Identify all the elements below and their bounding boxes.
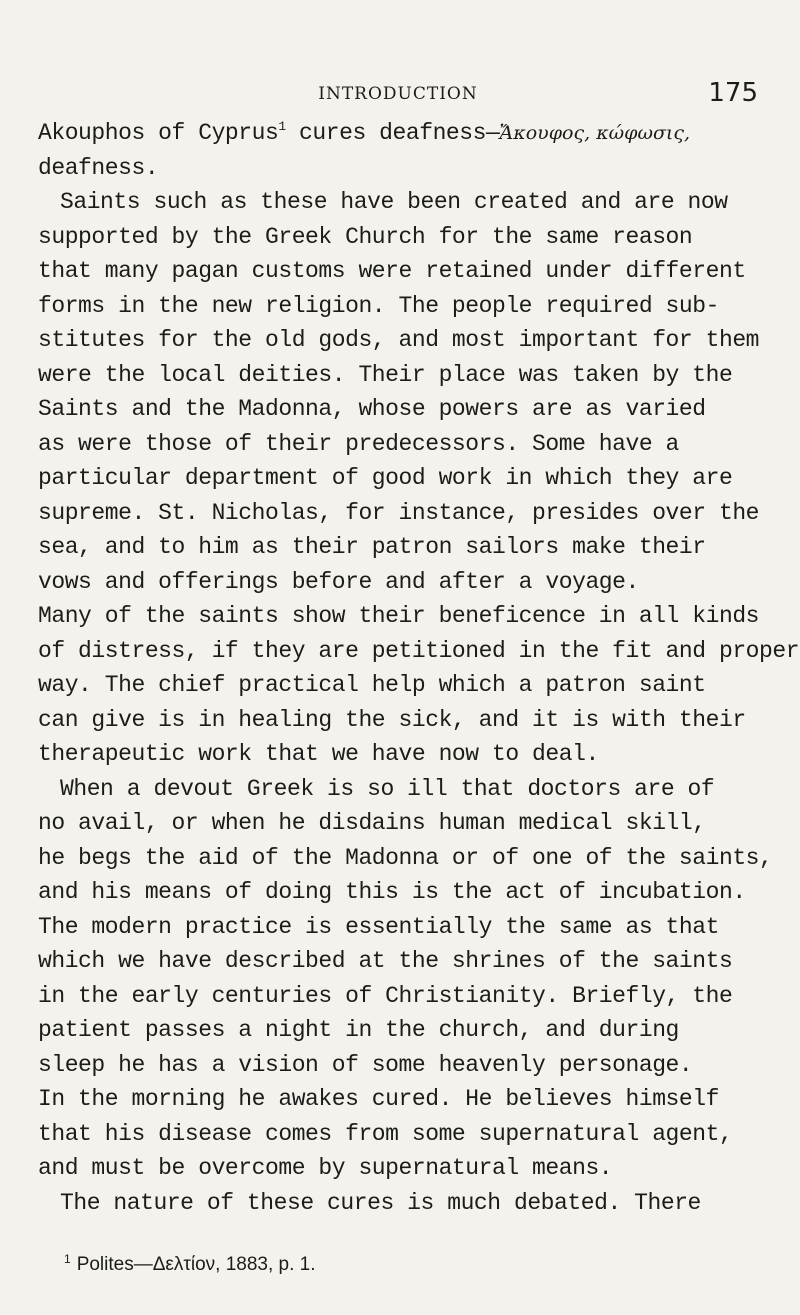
text-line: When a devout Greek is so ill that doctors are of — [60, 775, 715, 802]
footnote-marker: 1 — [64, 1252, 71, 1266]
text-line: In the morning he awakes cured. He believes himself — [38, 1086, 719, 1112]
text-segment: Akouphos of Cyprus — [38, 120, 279, 146]
text-line: that his disease comes from some supernatural agent, — [38, 1120, 733, 1147]
footnote-text: Polites—Δελτίον, 1883, p. 1. — [76, 1254, 316, 1275]
text-line: Saints such as these have been created and are now — [60, 189, 728, 215]
text-line: no avail, or when he disdains human medical skill, — [38, 810, 706, 836]
text-line: in the early centuries of Christianity. Briefly, the — [38, 982, 733, 1009]
text-line: he begs the aid of the Madonna or of one of the saints, — [38, 844, 773, 871]
text-line: particular department of good work in which they are — [38, 465, 733, 491]
text-line: deafness. — [38, 154, 159, 181]
text-line: that many pagan customs were retained under different — [38, 258, 746, 284]
running-title: INTRODUCTION — [318, 84, 478, 104]
text-line: forms in the new religion. The people required sub- — [38, 292, 719, 319]
text-line: therapeutic work that we have now to deal. — [38, 741, 599, 767]
body-text — [38, 116, 800, 1220]
text-line: of distress, if they are petitioned in the fit and proper — [38, 637, 800, 664]
text-line: sleep he has a vision of some heavenly personage. — [38, 1051, 693, 1078]
text-line: The modern practice is essentially the same as that — [38, 913, 719, 940]
text-line: as were those of their predecessors. Some have a — [38, 430, 679, 457]
text-line: supreme. St. Nicholas, for instance, presides over the — [38, 499, 760, 526]
text-line: Many of the saints show their beneficence in all kinds — [38, 603, 760, 629]
text-line: which we have described at the shrines of the saints — [38, 948, 733, 974]
text-line: supported by the Greek Church for the same reason — [38, 223, 693, 250]
text-line: sea, and to him as their patron sailors make their — [38, 534, 706, 560]
footnote-reference: 1 — [278, 119, 286, 134]
text-line: stitutes for the old gods, and most important for them — [38, 327, 760, 353]
page-number: 175 — [708, 78, 758, 108]
text-line: patient passes a night in the church, and during — [38, 1017, 679, 1043]
text-line: can give is in healing the sick, and it is with their — [38, 706, 746, 733]
text-line: and must be overcome by supernatural means. — [38, 1155, 613, 1181]
page-header — [38, 78, 758, 114]
text-line: and his means of doing this is the act of incubation. — [38, 879, 746, 905]
text-line: vows and offerings before and after a voyage. — [38, 568, 639, 595]
text-line — [38, 116, 760, 151]
text-line: Saints and the Madonna, whose powers are as varied — [38, 396, 706, 422]
text-line: were the local deities. Their place was taken by the — [38, 361, 733, 388]
greek-term: Ἄκουφος, κώφωσις, — [499, 122, 691, 144]
text-segment: cures deafness— — [285, 120, 500, 146]
text-line: way. The chief practical help which a patron saint — [38, 672, 706, 698]
text-line: The nature of these cures is much debated. There — [60, 1189, 701, 1216]
footnote — [64, 1252, 316, 1276]
